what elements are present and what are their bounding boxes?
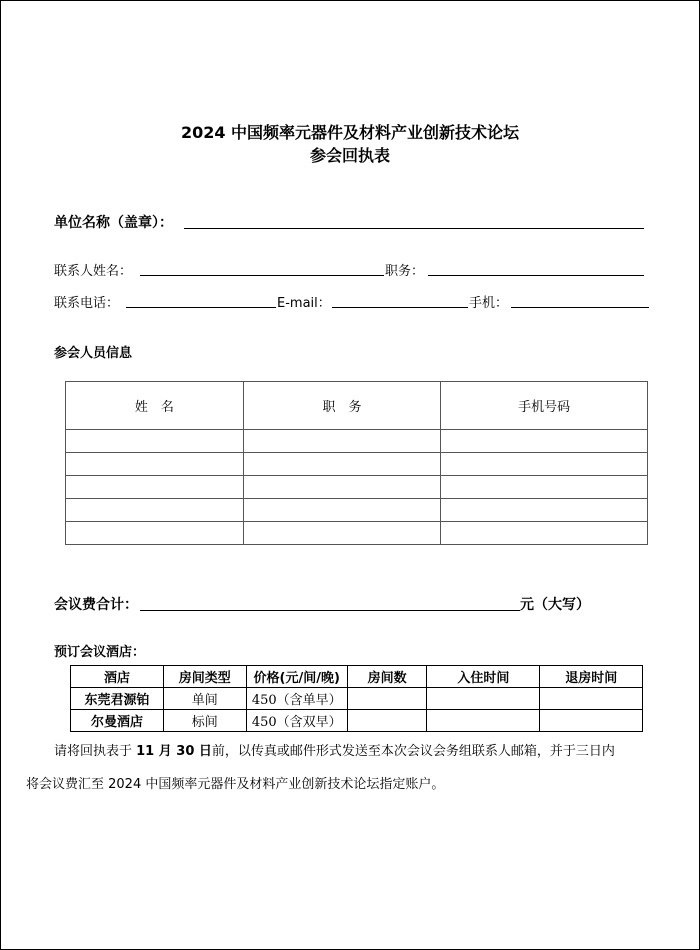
checkout-cell[interactable] (540, 710, 643, 732)
name-cell[interactable] (66, 453, 244, 476)
mobile-label: 手机： (469, 296, 509, 311)
note-line-2: 将会议费汇至 2024 中国频率元器件及材料产业创新技术论坛指定账户。 (26, 777, 445, 792)
phone-label: 联系电话： (54, 296, 120, 311)
room-count-cell[interactable] (348, 710, 427, 732)
room-type-cell: 单间 (164, 688, 246, 710)
note-text-a: 请将回执表于 (54, 744, 137, 759)
table-row (66, 522, 648, 545)
table-row (71, 710, 643, 732)
page-title: 2024 中国频率元器件及材料产业创新技术论坛 (180, 123, 520, 142)
header-hotel: 酒店 (71, 666, 164, 688)
fee-field[interactable] (140, 610, 520, 611)
mobile-cell[interactable] (441, 476, 648, 499)
email-label: E-mail： (277, 296, 331, 311)
unit-name-field[interactable] (184, 228, 644, 229)
mobile-cell[interactable] (441, 453, 648, 476)
position-cell[interactable] (243, 476, 441, 499)
table-row (66, 499, 648, 522)
fee-suffix: 元（大写） (520, 597, 590, 613)
name-cell[interactable] (66, 476, 244, 499)
unit-name-label: 单位名称（盖章）： (54, 215, 173, 231)
mobile-field[interactable] (511, 307, 649, 308)
room-count-cell[interactable] (348, 688, 427, 710)
attendee-table (65, 381, 648, 545)
checkin-cell[interactable] (427, 710, 540, 732)
checkout-cell[interactable] (540, 688, 643, 710)
header-room-type: 房间类型 (164, 666, 246, 688)
contact-name-field[interactable] (140, 275, 384, 276)
fee-label: 会议费合计： (54, 597, 138, 613)
mobile-cell[interactable] (441, 430, 648, 453)
attendee-table-header (66, 382, 648, 430)
attendee-section-title: 参会人员信息 (54, 346, 133, 361)
page-subtitle: 参会回执表 (309, 146, 390, 165)
header-name: 姓 名 (66, 382, 244, 430)
hotel-table-header (71, 666, 643, 688)
contact-name-label: 联系人姓名： (54, 264, 133, 279)
position-cell[interactable] (243, 499, 441, 522)
header-checkin: 入住时间 (427, 666, 540, 688)
hotel-name-line2: 尔曼酒店 (71, 710, 164, 732)
table-row (66, 453, 648, 476)
position-label: 职务： (385, 264, 425, 279)
position-cell[interactable] (243, 453, 441, 476)
mobile-cell[interactable] (441, 499, 648, 522)
header-position: 职 务 (243, 382, 441, 430)
hotel-section-title: 预订会议酒店： (54, 645, 146, 660)
phone-field[interactable] (126, 307, 276, 308)
header-checkout: 退房时间 (540, 666, 643, 688)
note-text-b: 前，以传真或邮件形式发送至本次会议会务组联系人邮箱，并于三日内 (211, 744, 615, 759)
name-cell[interactable] (66, 499, 244, 522)
checkin-cell[interactable] (427, 688, 540, 710)
table-row (71, 688, 643, 710)
position-cell[interactable] (243, 430, 441, 453)
position-cell[interactable] (243, 522, 441, 545)
header-room-count: 房间数 (348, 666, 427, 688)
note-deadline: 11 月 30 日 (136, 744, 212, 759)
email-field[interactable] (332, 307, 468, 308)
name-cell[interactable] (66, 522, 244, 545)
room-type-cell: 标间 (164, 710, 246, 732)
hotel-table (70, 665, 643, 732)
name-cell[interactable] (66, 430, 244, 453)
position-field[interactable] (428, 275, 644, 276)
table-row (66, 430, 648, 453)
price-cell: 450（含单早） (246, 688, 348, 710)
table-row (66, 476, 648, 499)
header-price: 价格(元/间/晚) (246, 666, 348, 688)
price-cell: 450（含双早） (246, 710, 348, 732)
mobile-cell[interactable] (441, 522, 648, 545)
header-mobile: 手机号码 (441, 382, 648, 430)
hotel-name-line1: 东莞君源铂 (71, 688, 164, 710)
note-line-1 (54, 740, 615, 759)
